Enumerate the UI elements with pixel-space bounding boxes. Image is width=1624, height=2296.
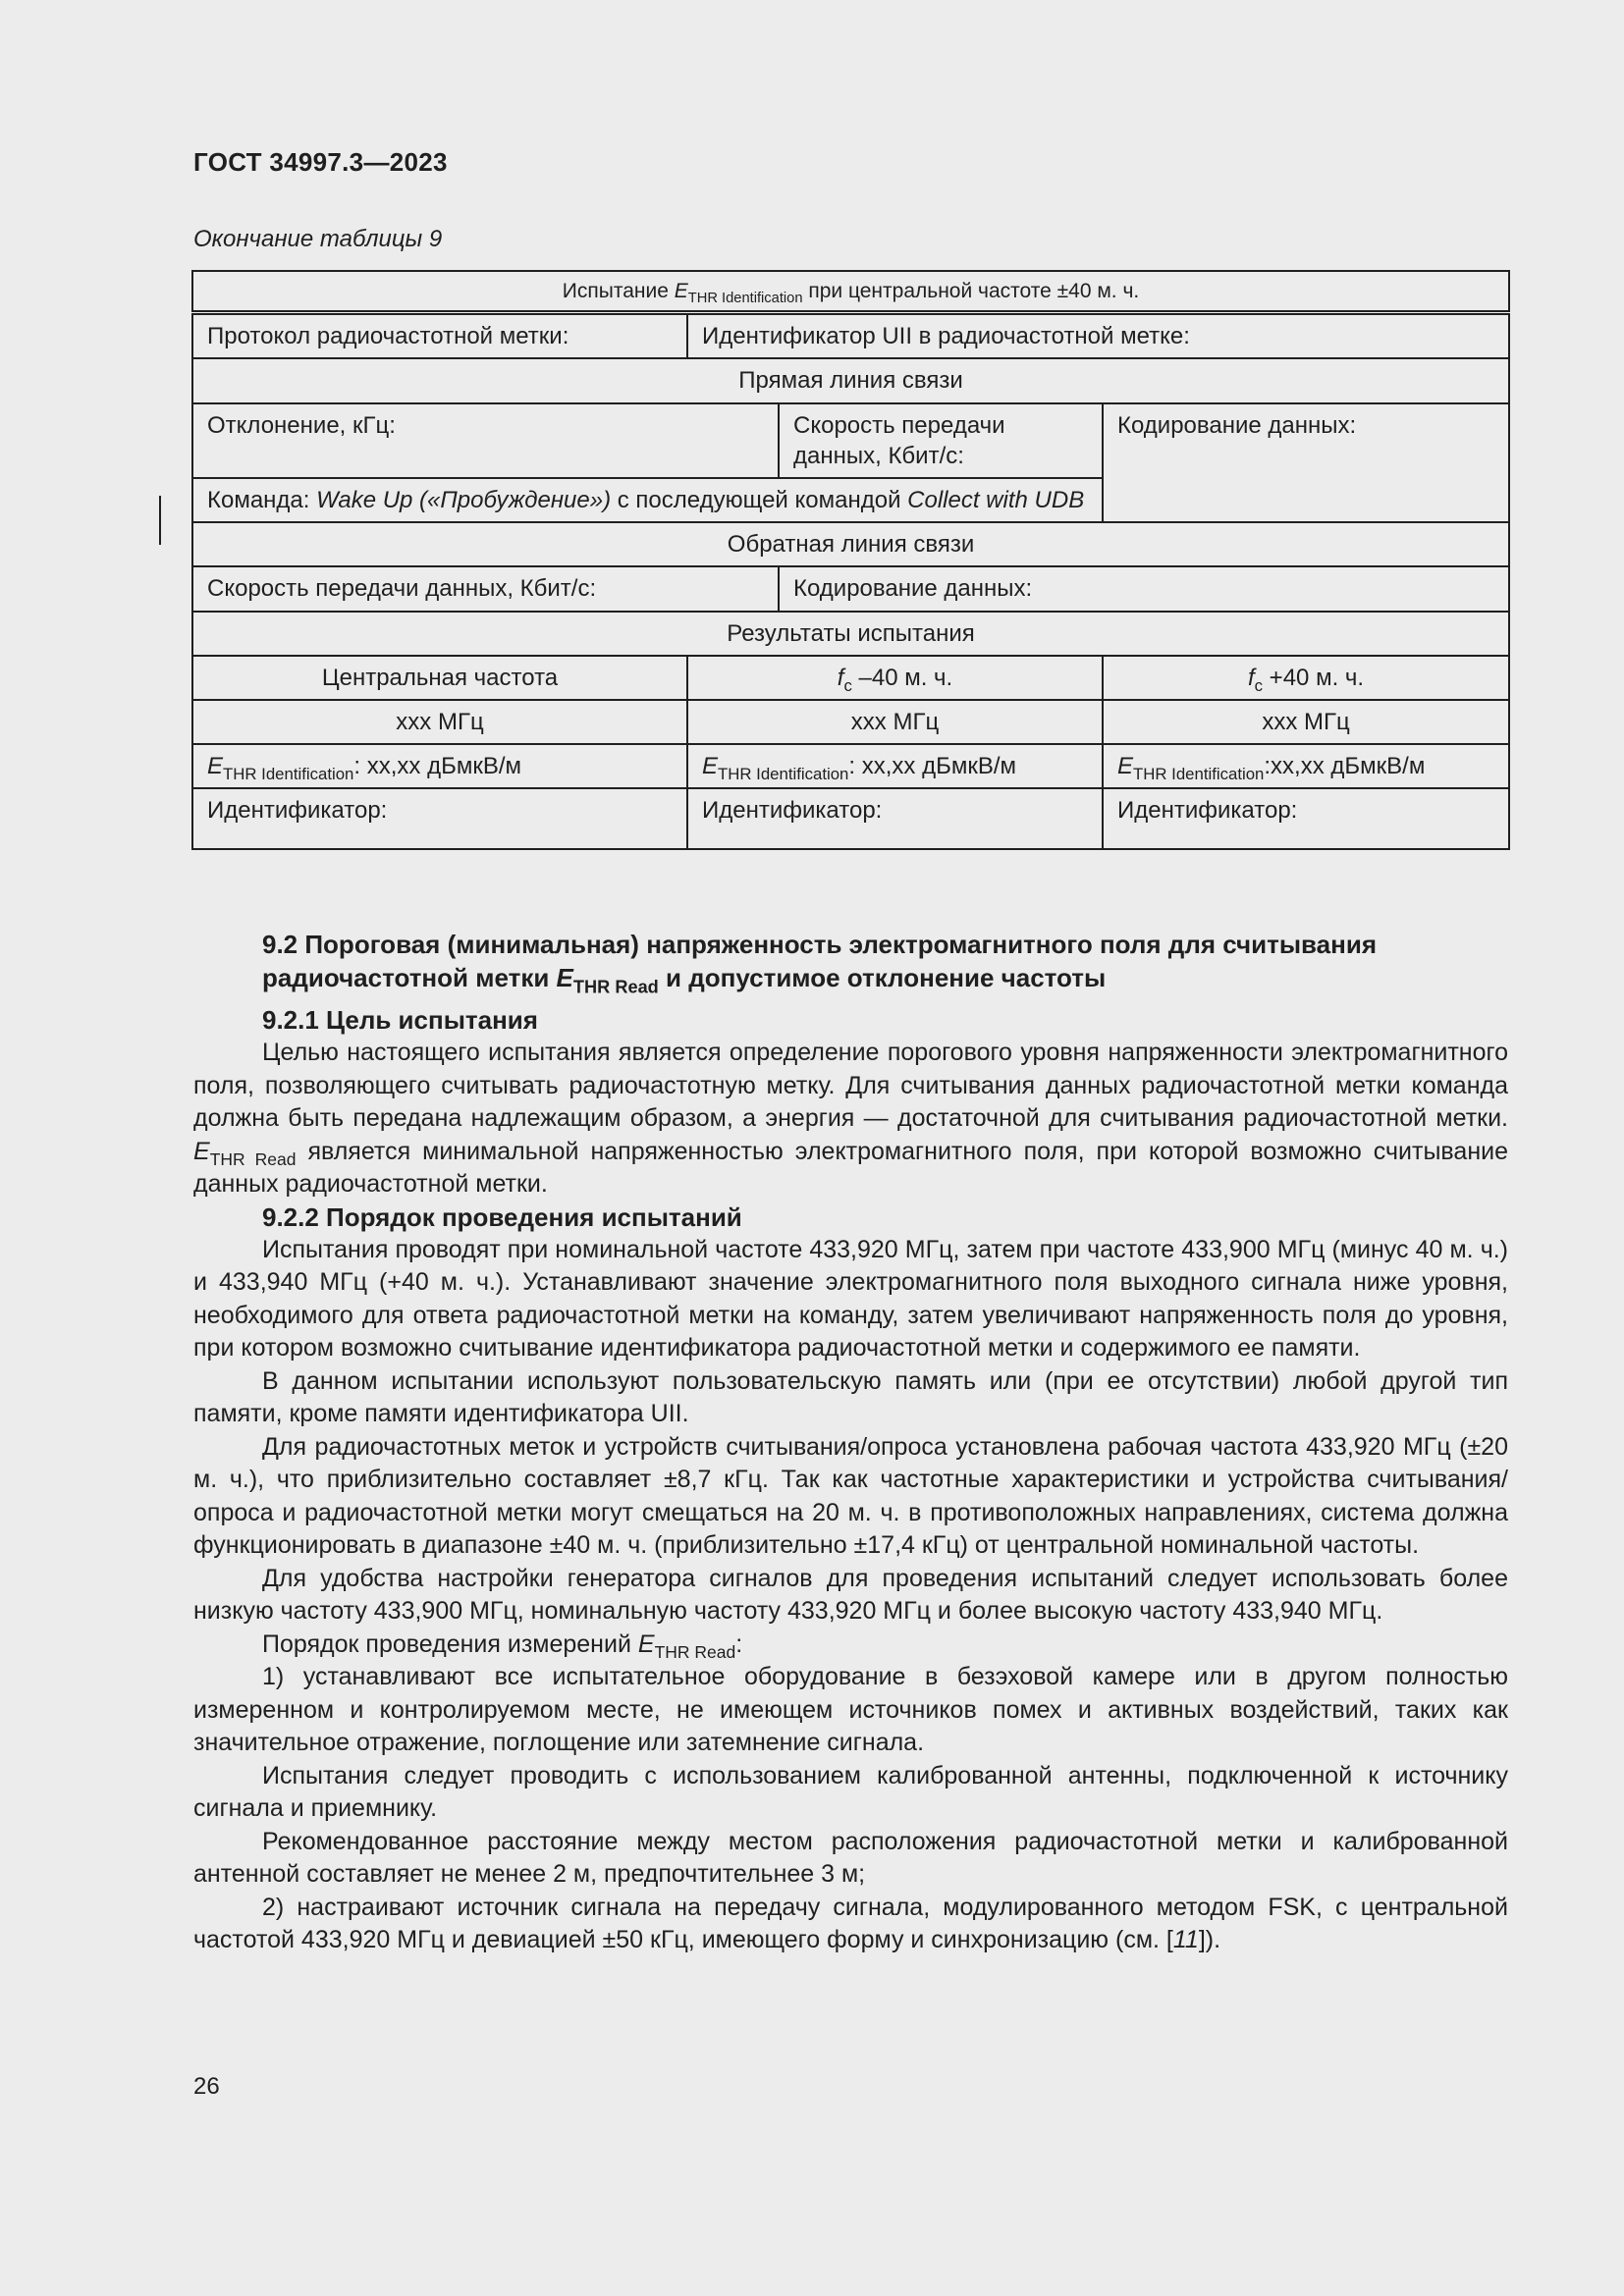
table-row	[192, 788, 1509, 849]
section-9-2-2-title: 9.2.2 Порядок проведения испытаний	[262, 1201, 742, 1232]
section-9-2-title: 9.2 Пороговая (минимальная) напряженность электромагнитного поля для считывания радиочастотной метки $E_{THR Read}$ и допустимое отклонение частоты	[262, 930, 1377, 997]
table-row	[192, 403, 1509, 478]
results-heading: Результаты испытания	[192, 612, 1509, 656]
column-head-minus40: $f_c$ –40 м. ч.	[687, 656, 1103, 700]
test-title-cell: Испытание $E_{THR Identification}$ при центральной частоте ±40 м. ч.	[192, 271, 1509, 313]
e-thr-cell: $E_{THR Identification}$: xx,xx дБмкВ/м	[192, 744, 687, 788]
identifier-cell: Идентификатор:	[1103, 788, 1509, 849]
data-rate-label-forward: Скорость передачи данных, Кбит/с:	[779, 403, 1103, 478]
freq-cell: xxx МГц	[687, 700, 1103, 744]
table-row	[192, 271, 1509, 313]
e-thr-cell: $E_{THR Identification}:xx,xx$ дБмкВ/м	[1103, 744, 1509, 788]
table-row	[192, 700, 1509, 744]
table-row	[192, 612, 1509, 656]
freq-cell: xxx МГц	[192, 700, 687, 744]
table-row	[192, 566, 1509, 611]
paragraph: В данном испытании используют пользовательскую память или (при ее отсутствии) любой другой тип памяти, кроме памяти идентификатора UII.	[193, 1366, 1508, 1427]
encoding-label-forward: Кодирование данных:	[1103, 403, 1509, 523]
document-code: ГОСТ 34997.3—2023	[193, 147, 448, 177]
column-head-plus40: $f_c +40$ м. ч.	[1103, 656, 1509, 700]
table-row	[192, 656, 1509, 700]
table-caption: Окончание таблицы 9	[193, 226, 443, 252]
paragraph: Порядок проведения измерений $E_{THR Read}$:	[262, 1629, 743, 1662]
deviation-label: Отклонение, кГц:	[192, 403, 779, 478]
page-number: 26	[193, 2073, 220, 2100]
paragraph: 1) устанавливают все испытательное оборудование в безэховой камере или в другом полностью измеренном и контролируемом месте, не имеющем источников помех и активных воздействий, таких как значительное отражение, поглощение или затемнение сигнала.	[193, 1663, 1508, 1756]
e-thr-cell: $E_{THR Identification}$: xx,xx дБмкВ/м	[687, 744, 1103, 788]
paragraph: Для радиочастотных меток и устройств считывания/опроса установлена рабочая частота 433,920 МГц (±20 м. ч.), что приблизительно составляет ±8,7 кГц. Так как частотные характеристики и устройства считывания/опроса и радиочастотной метки могут смещаться на 20 м. ч. в противоположных направлениях, система должна функционировать в диапазоне ±40 м. ч. (приблизительно ±17,4 кГц) от центральной номинальной частоты.	[193, 1432, 1508, 1559]
uii-label: Идентификатор UII в радиочастотной метке:	[687, 313, 1509, 359]
column-head-center: Центральная частота	[192, 656, 687, 700]
table-row	[192, 744, 1509, 788]
return-link-heading: Обратная линия связи	[192, 522, 1509, 566]
paragraph: Испытания следует проводить с использованием калиброванной антенны, подключенной к источнику сигнала и приемнику.	[193, 1761, 1508, 1822]
body-text	[193, 928, 1508, 1957]
paragraph: Рекомендованное расстояние между местом расположения радиочастотной метки и калиброванной антенной составляет не менее 2 м, предпочтительнее 3 м;	[193, 1827, 1508, 1888]
section-9-2-1-title: 9.2.1 Цель испытания	[262, 1005, 538, 1035]
table-row	[192, 358, 1509, 402]
table-9	[191, 270, 1510, 850]
forward-link-heading: Прямая линия связи	[192, 358, 1509, 402]
paragraph: Испытания проводят при номинальной частоте 433,920 МГц, затем при частоте 433,900 МГц (минус 40 м. ч.) и 433,940 МГц (+40 м. ч.). Устанавливают значение электромагнитного поля выходного сигнала ниже уровня, необходимого для ответа радиочастотной метки на команду, затем увеличивают напряженность поля до уровня, при котором возможно считывание идентификатора радиочастотной метки и содержимого ее памяти.	[193, 1235, 1508, 1362]
freq-cell: xxx МГц	[1103, 700, 1509, 744]
encoding-label-return: Кодирование данных:	[779, 566, 1509, 611]
identifier-cell: Идентификатор:	[687, 788, 1103, 849]
command-cell: Команда: Wake Up («Пробуждение») с последующей командой Collect with UDB	[192, 478, 1103, 522]
paragraph: Целью настоящего испытания является определение порогового уровня напряженности электромагнитного поля, позволяющего считывать радиочастотную метку. Для считывания данных радиочастотной метки команда должна быть передана надлежащим образом, а энергия — достаточной для считывания радиочастотной метки. $E_{THR Read}$ является минимальной напряженностью электромагнитного поля, при которой возможно считывание данных радиочастотной метки.	[193, 1039, 1508, 1198]
change-bar	[159, 496, 161, 545]
table-row	[192, 313, 1509, 359]
identifier-cell: Идентификатор:	[192, 788, 687, 849]
protocol-label: Протокол радиочастотной метки:	[192, 313, 687, 359]
paragraph: Для удобства настройки генератора сигналов для проведения испытаний следует использовать более низкую частоту 433,900 МГц, номинальную частоту 433,920 МГц и более высокую частоту 433,940 МГц.	[193, 1564, 1508, 1625]
paragraph: 2) настраивают источник сигнала на передачу сигнала, модулированного методом FSK, с центральной частотой 433,920 МГц и девиацией ±50 кГц, имеющего форму и синхронизацию (см. [11]).	[193, 1893, 1508, 1953]
data-rate-label-return: Скорость передачи данных, Кбит/с:	[192, 566, 779, 611]
table-row	[192, 522, 1509, 566]
